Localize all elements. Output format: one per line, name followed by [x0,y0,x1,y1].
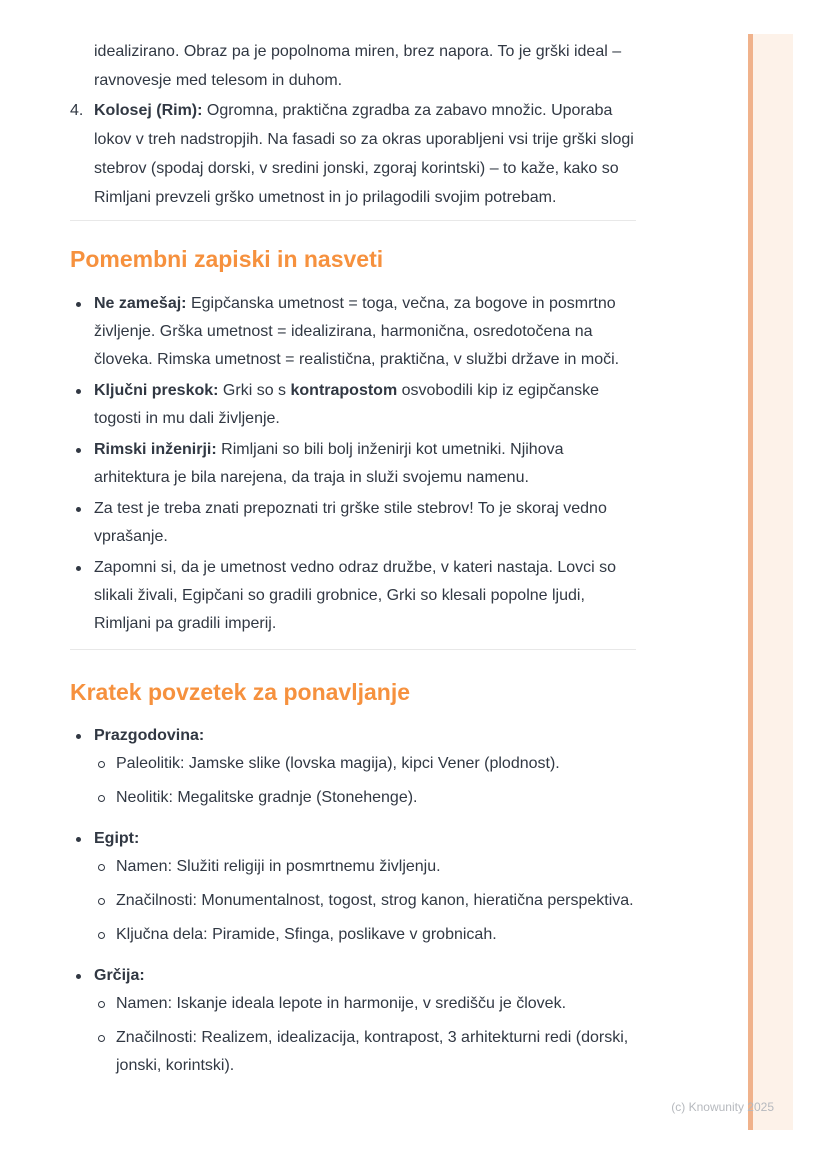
list-item-text: Egipčanska umetnost = toga, večna, za bogove in posmrtno življenje. Grška umetnost = idealizirana, harmonična, osredotočena na človeka. Rimska umetnost = realistična, praktična, v službi države in moči. [94,295,620,368]
sub-list-item: Namen: Iskanje ideala lepote in harmonije, v središču je človek. [94,990,636,1018]
list-item-text: Za test je treba znati prepoznati tri grške stile stebrov! To je skoraj vedno vprašanje. [94,500,607,545]
list-item-lead: Egipt: [94,830,140,847]
sub-list-item: Neolitik: Megalitske gradnje (Stonehenge). [94,784,636,812]
sub-list-item: Namen: Služiti religiji in posmrtnemu življenju. [94,853,636,881]
list-item-text: Rimljani so bili bolj inženirji kot umetniki. Njihova arhitektura je bila narejena, da traja in služi svojemu namenu. [94,441,564,486]
list-item-lead: kontrapostom [290,382,398,399]
list-item [70,495,636,551]
list-item-text: osvobodili kip iz egipčanske togosti in mu dali življenje. [94,382,600,427]
section-divider [70,649,636,650]
list-item [70,962,636,1080]
numbered-list-item [70,96,636,212]
list-item-lead: Grčija: [94,967,145,984]
sub-list-item: Paleolitik: Jamske slike (lovska magija), kipci Vener (plodnost). [94,750,636,778]
copyright-note: (c) Knowunity 2025 [671,1100,774,1114]
document-content [70,37,636,1080]
section-title-notes: Pomembni zapiski in nasveti [70,246,384,272]
sub-list [94,750,636,812]
sub-list-item: Značilnosti: Monumentalnost, togost, strog kanon, hieratična perspektiva. [94,887,636,915]
list-item-text [94,96,636,212]
list-item-text: Grki so s [218,382,291,399]
notes-bullet-list [70,290,636,638]
list-item [70,290,636,374]
list-item-body: Ogromna, praktična zgradba za zabavo množic. Uporaba lokov v treh nadstropjih. Na fasadi so za okras uporabljeni vsi trije grški slogi stebrov (spodaj dorski, v sredini jonski, zgoraj korintski) – to kaže, kako so Rimljani prevzeli grško umetnost in jo prilagodili svojim potrebam. [94,102,634,206]
sub-list-item: Značilnosti: Realizem, idealizacija, kontrapost, 3 arhitekturni redi (dorski, jonski, korintski). [94,1024,636,1080]
sub-list [94,853,636,949]
section-divider [70,220,636,221]
summary-bullet-list [70,722,636,1080]
list-item [70,377,636,433]
list-item-lead: Prazgodovina: [94,727,205,744]
stripe-fill [753,34,793,1130]
sub-list-item: Ključna dela: Piramide, Sfinga, poslikave v grobnicah. [94,921,636,949]
list-item [70,722,636,812]
continuation-paragraph: idealizirano. Obraz pa je popolnoma miren, brez napora. To je grški ideal – ravnovesje med telesom in duhom. [94,43,622,89]
list-item-text: Zapomni si, da je umetnost vedno odraz družbe, v kateri nastaja. Lovci so slikali živali, Egipčani so gradili grobnice, Grki so klesali popolne ljudi, Rimljani pa gradili imperij. [94,559,617,632]
section-title-summary: Kratek povzetek za ponavljanje [70,679,411,705]
list-item [70,825,636,949]
sub-list [94,990,636,1080]
list-item [70,554,636,638]
decorative-side-stripe [748,34,793,1130]
list-item [70,436,636,492]
list-item-lead: Rimski inženirji: [94,441,217,458]
list-item-lead: Kolosej (Rim): [94,102,203,119]
list-item-lead: Ne zamešaj: [94,295,187,312]
list-item-lead: Ključni preskok: [94,382,219,399]
list-item-number: 4. [70,102,84,119]
